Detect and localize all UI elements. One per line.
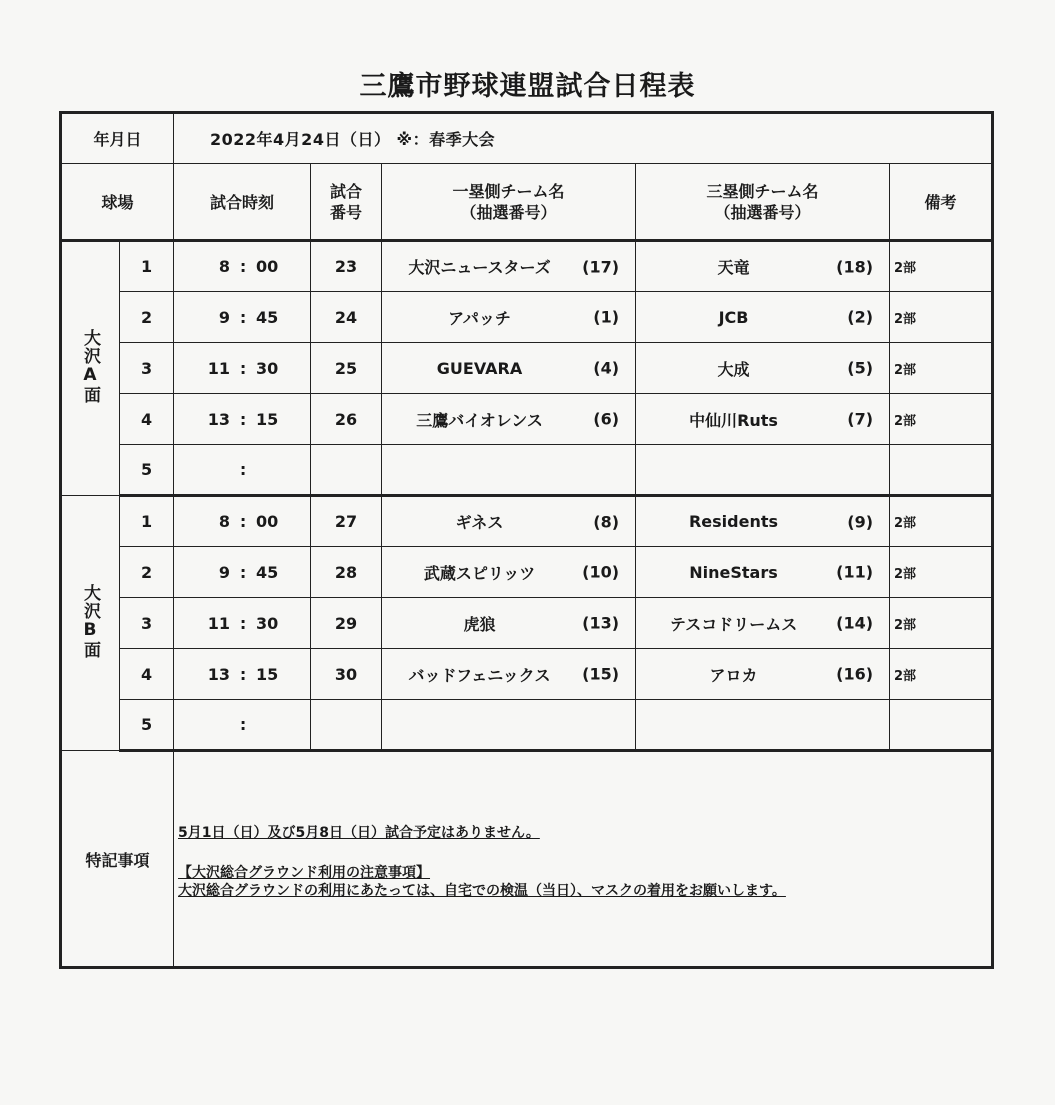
table-row: [61, 445, 993, 496]
note-ground-usage: 大沢総合グラウンドの利用にあたっては、自宅での検温（当日）、マスクの着用をお願いします。: [178, 883, 786, 899]
first-base-team-cell: [382, 241, 636, 292]
time-cell: [174, 700, 311, 751]
time-minute: 15: [256, 409, 279, 429]
first-base-team-cell: [382, 649, 636, 700]
date-value: 2022年4月24日（日） ※：春季大会: [174, 113, 993, 164]
first-base-draw-number: (15): [582, 664, 620, 684]
match-number-cell: [311, 445, 382, 496]
table-row: [61, 496, 993, 547]
table-row: [61, 700, 993, 751]
first-base-draw-number: (13): [582, 613, 620, 633]
match-number-cell: 27: [311, 496, 382, 547]
third-base-team-cell: [636, 241, 890, 292]
time-separator: :: [239, 613, 247, 633]
time-cell: [174, 241, 311, 292]
time-minute: 45: [256, 307, 279, 327]
slot-cell: 5: [120, 445, 174, 496]
match-number-cell: 30: [311, 649, 382, 700]
third-base-team-name: アロカ: [709, 665, 758, 685]
ground-name: 大沢B面: [80, 583, 100, 659]
first-base-team-name: GUEVARA: [436, 358, 523, 378]
time-separator: :: [239, 358, 247, 378]
third-base-team-cell: [636, 292, 890, 343]
note-heading: 【大沢総合グラウンド利用の注意事項】: [178, 865, 431, 881]
header-time: 試合時刻: [174, 164, 311, 241]
time-separator: :: [239, 460, 247, 479]
time-hour: 13: [207, 409, 231, 429]
header-ground: 球場: [61, 164, 174, 241]
date-label: 年月日: [61, 113, 174, 164]
header-first-base-line2: （抽選番号）: [460, 202, 557, 222]
remark-cell: 2部: [890, 241, 993, 292]
first-base-team-cell: [382, 343, 636, 394]
slot-cell: 4: [120, 394, 174, 445]
third-base-team-name: 天竜: [717, 258, 750, 277]
time-cell: [174, 445, 311, 496]
time-minute: 15: [256, 664, 279, 684]
third-base-team-cell: [636, 445, 890, 496]
header-match-no-line2: 番号: [330, 202, 363, 222]
time-hour: 9: [218, 307, 231, 327]
time-cell: [174, 598, 311, 649]
first-base-draw-number: (4): [593, 358, 620, 378]
remark-cell: [890, 700, 993, 751]
third-base-draw-number: (18): [836, 257, 874, 276]
time-cell: [174, 649, 311, 700]
third-base-draw-number: (16): [836, 664, 874, 684]
header-third-base-line2: （抽選番号）: [714, 202, 811, 222]
match-number-cell: 24: [311, 292, 382, 343]
third-base-team-cell: [636, 394, 890, 445]
third-base-draw-number: (14): [836, 613, 874, 633]
first-base-team-name: バッドフェニックス: [408, 665, 551, 685]
time-hour: 8: [218, 257, 231, 276]
time-hour: 9: [218, 562, 231, 582]
table-row: [61, 598, 993, 649]
third-base-team-cell: [636, 343, 890, 394]
header-match-no: [311, 164, 382, 241]
ground-name: 大沢A面: [80, 329, 100, 404]
third-base-team-name: Residents: [688, 512, 779, 531]
table-row: [61, 241, 993, 292]
match-number-cell: 28: [311, 547, 382, 598]
slot-cell: 1: [120, 496, 174, 547]
date-row: [61, 113, 993, 164]
schedule-table: [59, 111, 994, 969]
third-base-team-name: JCB: [718, 307, 749, 327]
third-base-team-cell: [636, 547, 890, 598]
third-base-draw-number: (11): [836, 562, 874, 582]
header-remarks: 備考: [890, 164, 993, 241]
table-row: [61, 394, 993, 445]
first-base-team-cell: [382, 496, 636, 547]
time-minute: 00: [256, 512, 279, 531]
ground-name-cell: [61, 496, 120, 751]
time-minute: 30: [256, 358, 279, 378]
table-row: [61, 547, 993, 598]
remark-cell: 2部: [890, 343, 993, 394]
remark-cell: 2部: [890, 598, 993, 649]
remark-cell: [890, 445, 993, 496]
third-base-team-cell: [636, 598, 890, 649]
ground-name-cell: [61, 241, 120, 496]
first-base-team-name: 三鷹バイオレンス: [416, 410, 543, 430]
time-separator: :: [239, 512, 247, 531]
time-separator: :: [239, 562, 247, 582]
third-base-team-name: テスコドリームス: [669, 614, 798, 634]
first-base-draw-number: (17): [582, 257, 620, 276]
third-base-draw-number: (2): [847, 307, 874, 327]
third-base-team-name: 大成: [717, 359, 750, 379]
time-cell: [174, 547, 311, 598]
time-minute: 45: [256, 562, 279, 582]
third-base-draw-number: (5): [847, 358, 874, 378]
header-row: [61, 164, 993, 241]
first-base-team-cell: [382, 598, 636, 649]
third-base-team-name: 中仙川Ruts: [689, 410, 778, 430]
header-first-base: [382, 164, 636, 241]
slot-cell: 2: [120, 292, 174, 343]
time-separator: :: [239, 257, 247, 276]
table-row: [61, 292, 993, 343]
first-base-team-cell: [382, 445, 636, 496]
remark-cell: 2部: [890, 394, 993, 445]
third-base-draw-number: (7): [847, 409, 874, 429]
first-base-team-cell: [382, 292, 636, 343]
time-hour: 11: [207, 613, 231, 633]
time-hour: 13: [207, 664, 231, 684]
time-separator: :: [239, 409, 247, 429]
time-hour: 8: [218, 512, 231, 531]
third-base-team-name: NineStars: [689, 562, 778, 582]
first-base-team-cell: [382, 394, 636, 445]
match-number-cell: 23: [311, 241, 382, 292]
first-base-team-name: 大沢ニュースターズ: [408, 258, 551, 277]
table-row: [61, 649, 993, 700]
match-number-cell: 26: [311, 394, 382, 445]
third-base-draw-number: (9): [847, 512, 874, 531]
time-cell: [174, 496, 311, 547]
slot-cell: 5: [120, 700, 174, 751]
header-third-base-line1: 三塁側チーム名: [706, 181, 819, 201]
note-no-games: 5月1日（日）及び5月8日（日）試合予定はありません。: [178, 825, 540, 841]
remark-cell: 2部: [890, 496, 993, 547]
first-base-team-name: アパッチ: [448, 308, 511, 328]
first-base-draw-number: (8): [593, 512, 620, 531]
header-third-base: [636, 164, 890, 241]
time-separator: :: [239, 307, 247, 327]
time-minute: 00: [256, 257, 279, 276]
first-base-draw-number: (6): [593, 409, 620, 429]
time-cell: [174, 292, 311, 343]
third-base-team-cell: [636, 649, 890, 700]
first-base-team-name: 虎狼: [463, 614, 496, 634]
slot-cell: 2: [120, 547, 174, 598]
match-number-cell: 29: [311, 598, 382, 649]
time-hour: 11: [207, 358, 231, 378]
notes-content: [174, 751, 993, 968]
first-base-team-name: 武蔵スピリッツ: [423, 563, 536, 583]
first-base-team-name: ギネス: [455, 513, 504, 532]
slot-cell: 4: [120, 649, 174, 700]
time-separator: :: [239, 664, 247, 684]
first-base-draw-number: (1): [593, 307, 620, 327]
first-base-team-cell: [382, 547, 636, 598]
time-cell: [174, 394, 311, 445]
slot-cell: 3: [120, 598, 174, 649]
third-base-team-cell: [636, 700, 890, 751]
third-base-team-cell: [636, 496, 890, 547]
header-match-no-line1: 試合: [330, 181, 363, 201]
time-separator: :: [239, 715, 247, 734]
slot-cell: 3: [120, 343, 174, 394]
slot-cell: 1: [120, 241, 174, 292]
page-title: 三鷹市野球連盟試合日程表: [359, 71, 696, 102]
remark-cell: 2部: [890, 292, 993, 343]
table-row: [61, 343, 993, 394]
match-number-cell: 25: [311, 343, 382, 394]
time-cell: [174, 343, 311, 394]
remark-cell: 2部: [890, 649, 993, 700]
first-base-draw-number: (10): [582, 562, 620, 582]
notes-label: 特記事項: [61, 751, 174, 968]
match-number-cell: [311, 700, 382, 751]
header-first-base-line1: 一塁側チーム名: [452, 181, 565, 201]
first-base-team-cell: [382, 700, 636, 751]
notes-row: [61, 751, 993, 968]
remark-cell: 2部: [890, 547, 993, 598]
time-minute: 30: [256, 613, 279, 633]
